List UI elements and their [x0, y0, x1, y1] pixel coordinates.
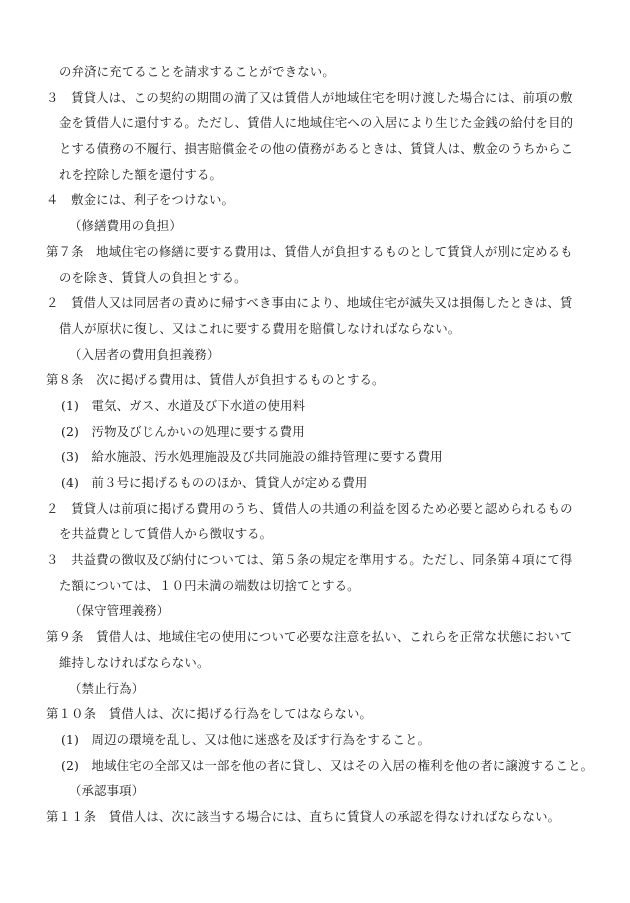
text-line-continuation: を共益費として賃借人から徴収する。 — [59, 526, 273, 542]
document-page — [0, 59, 630, 830]
text-line-continuation: の弁済に充てることを請求することができない。 — [59, 64, 335, 79]
article-11-heading-line: 第１１条 賃借人は、次に該当する場合には、直ちに賃貸人の承認を得なければならない。 — [46, 808, 561, 824]
article-caption-approval-matters: （承認事項） — [69, 783, 145, 799]
text-line-continuation: れを控除した額を還付する。 — [59, 166, 223, 182]
text-line-continuation: 金を賃借人に還付する。ただし、賃借人に地域住宅への入居により生じた金銭の給付を目的 — [59, 115, 574, 131]
list-item-2: (2) 地域住宅の全部又は一部を他の者に貸し、又はその入居の権利を他の者に譲渡すること。 — [61, 757, 594, 773]
list-item-1: (1) 電気、ガス、水道及び下水道の使用料 — [61, 397, 306, 413]
text-line-continuation: とする債務の不履行、損害賠償金その他の債務があるときは、賃貸人は、敷金のうちからこ — [59, 141, 574, 157]
article-7-paragraph-2: ２ 賃借人又は同居者の責めに帰すべき事由により、地域住宅が滅失又は損傷したときは、賃 — [46, 295, 573, 311]
list-item-3: (3) 給水施設、汚水処理施設及び共同施設の維持管理に要する費用 — [61, 449, 443, 465]
paragraph-3-deposit-return: ３ 賃貸人は、この契約の期間の満了又は賃借人が地域住宅を明け渡した場合には、前項の敷 — [46, 89, 573, 105]
text-line-continuation: のを除き、賃貸人の負担とする。 — [59, 269, 247, 285]
paragraph-4-no-interest: ４ 敷金には、利子をつけない。 — [46, 192, 235, 208]
list-item-2: (2) 汚物及びじんかいの処理に要する費用 — [61, 423, 305, 439]
article-caption-maintenance: （保守管理義務） — [69, 603, 170, 619]
text-line-continuation: 維持しなければならない。 — [59, 654, 210, 670]
article-7-heading-line: 第７条 地域住宅の修繕に要する費用は、賃借人が負担するものとして賃貸人が別に定めるも — [46, 243, 573, 259]
article-9-heading-line: 第９条 賃借人は、地域住宅の使用について必要な注意を払い、これらを正常な状態において — [46, 629, 573, 645]
article-caption-repair-costs: （修繕費用の負担） — [69, 218, 182, 234]
article-caption-tenant-costs: （入居者の費用負担義務） — [69, 346, 220, 362]
text-line-continuation: た額については、１０円未満の端数は切捨てとする。 — [59, 577, 360, 593]
article-caption-prohibited-acts: （禁止行為） — [69, 680, 145, 696]
article-8-paragraph-2: ２ 賃貸人は前項に掲げる費用のうち、賃借人の共通の利益を図るため必要と認められるもの — [46, 500, 573, 516]
text-line-continuation: 借人が原状に復し、又はこれに要する費用を賠償しなければならない。 — [59, 320, 461, 336]
article-8-paragraph-3: ３ 共益費の徴収及び納付については、第５条の規定を準用する。ただし、同条第４項にて得 — [46, 552, 573, 568]
list-item-1: (1) 周辺の環境を乱し、又は他に迷惑を及ぼす行為をすること。 — [61, 731, 431, 747]
article-8-heading-line: 第８条 次に掲げる費用は、賃借人が負担するものとする。 — [46, 372, 385, 388]
article-10-heading-line: 第１０条 賃借人は、次に掲げる行為をしてはならない。 — [46, 706, 373, 722]
list-item-4: (4) 前３号に掲げるもののほか、賃貸人が定める費用 — [61, 475, 368, 490]
